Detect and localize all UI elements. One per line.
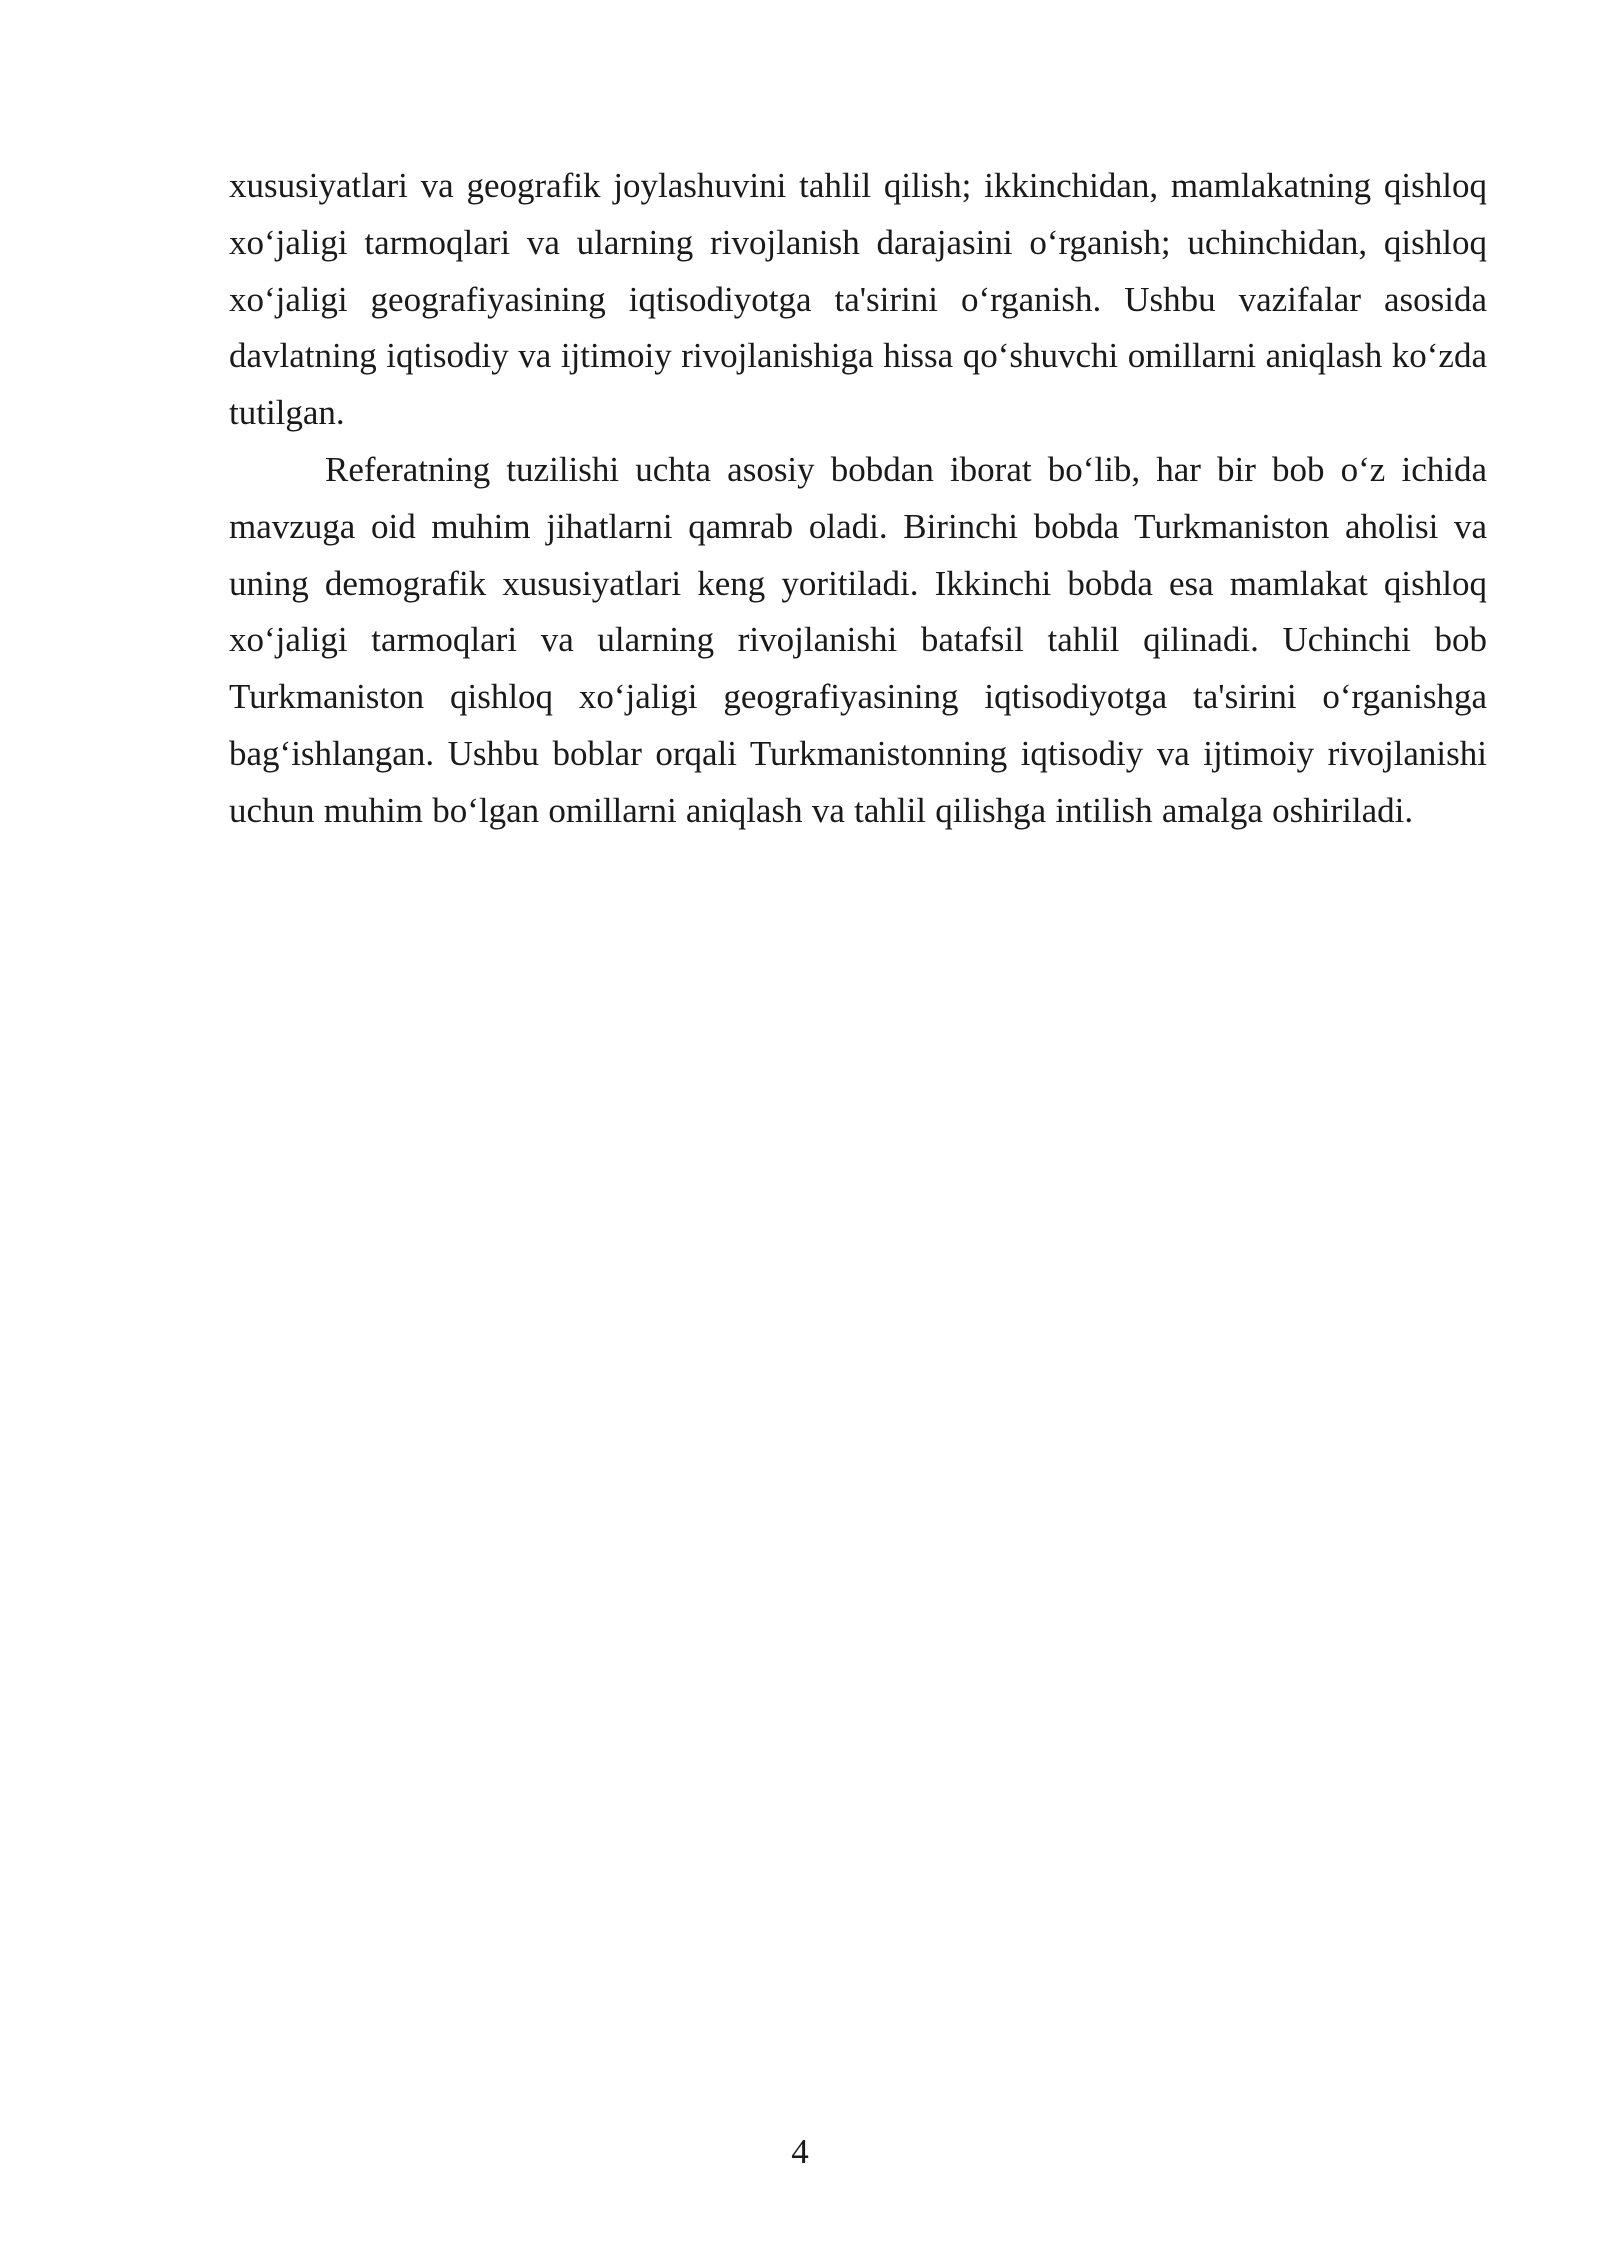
document-body [229,158,1487,840]
paragraph-continuation: xususiyatlari va geografik joylashuvini tahlil qilish; ikkinchidan, mamlakatning qishloq xo‘jaligi tarmoqlari va ularning rivojlanish darajasini o‘rganish; uchinchidan, qishloq xo‘jaligi geografiyasining iqtisodiyotga ta'sirini o‘rganish. Ushbu vazifalar asosida davlatning iqtisodiy va ijtimoiy rivojlanishiga hissa qo‘shuvchi omillarni aniqlash ko‘zda tutilgan. [229,166,1487,433]
page-number: 4 [791,2132,809,2171]
paragraph-structure: Referatning tuzilishi uchta asosiy bobdan iborat bo‘lib, har bir bob o‘z ichida mavzuga oid muhim jihatlarni qamrab oladi. Birinchi bobda Turkmaniston aholisi va uning demografik xususiyatlari keng yoritiladi. Ikkinchi bobda esa mamlakat qishloq xo‘jaligi tarmoqlari va ularning rivojlanishi batafsil tahlil qilinadi. Uchinchi bob Turkmaniston qishloq xo‘jaligi geografiyasining iqtisodiyotga ta'sirini o‘rganishga bag‘ishlangan. Ushbu boblar orqali Turkmanistonning iqtisodiy va ijtimoiy rivojlanishi uchun muhim bo‘lgan omillarni aniqlash va tahlil qilishga intilish amalga oshiriladi. [229,449,1487,830]
